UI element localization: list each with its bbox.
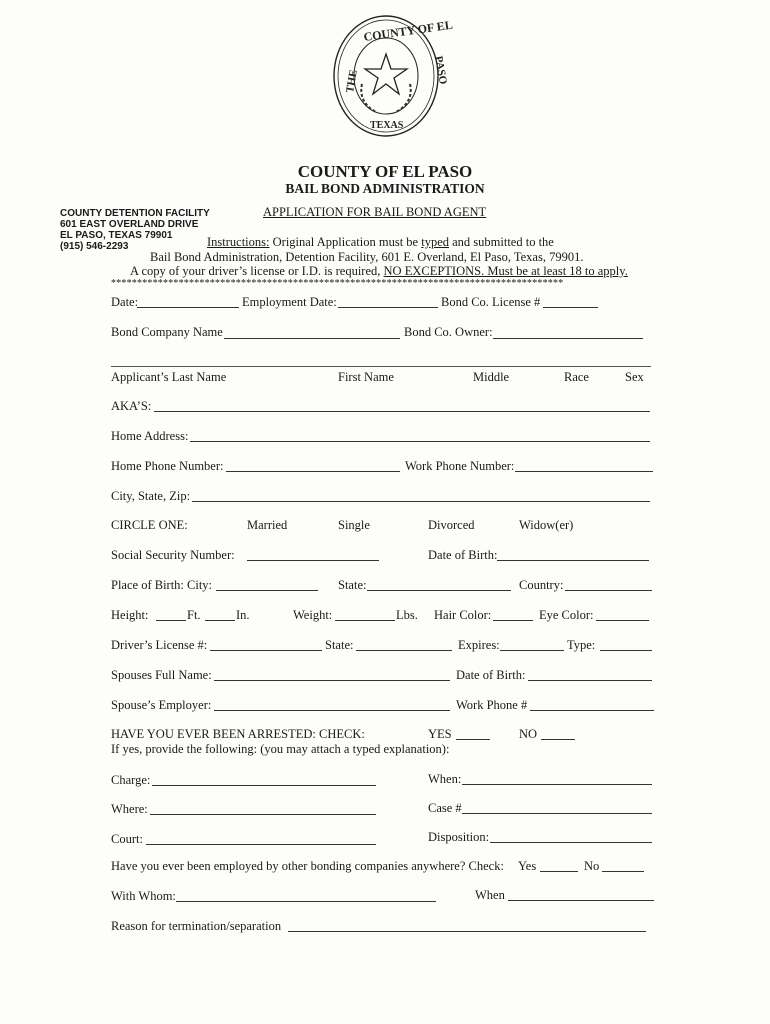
dl-type-label: Type: [567,638,596,652]
bond-license-label: Bond Co. License # [441,295,541,309]
bond-license-field[interactable] [543,307,598,308]
instructions-text-2: and submitted to the [449,235,554,249]
circle-one-label: CIRCLE ONE: [111,518,188,532]
ssn-label: Social Security Number: [111,548,235,562]
birth-country-field[interactable] [565,590,652,591]
reason-field[interactable] [288,931,646,932]
city-state-zip-label: City, State, Zip: [111,489,191,503]
dl-type-field[interactable] [600,650,652,651]
home-address-label: Home Address: [111,429,189,443]
when-field[interactable] [462,784,652,785]
instructions [207,235,554,250]
address-line-1: COUNTY DETENTION FACILITY [60,208,210,219]
copy-note-text: A copy of your driver’s license or I.D. is required, [130,264,384,278]
when-label: When: [428,772,462,786]
employed-when-label: When [475,888,505,902]
spouse-work-phone-field[interactable] [530,710,654,711]
bond-company-name-label: Bond Company Name [111,325,223,339]
disposition-label: Disposition: [428,830,490,844]
birth-state-label: State: [338,578,367,592]
height-label: Height: [111,608,149,622]
seal-text-right: PASO [432,55,450,86]
spouse-employer-label: Spouse’s Employer: [111,698,212,712]
seal-text-bottom: TEXAS [370,120,404,131]
if-yes-note: If yes, provide the following: (you may attach a typed explanation): [111,742,450,756]
birth-city-field[interactable] [216,590,318,591]
date-field[interactable] [137,307,239,308]
address-line-2: 601 EAST OVERLAND DRIVE [60,219,199,230]
employed-no-label: No [584,859,600,873]
spouse-name-label: Spouses Full Name: [111,668,212,682]
address-phone: (915) 546-2293 [60,241,129,252]
dob-field[interactable] [497,560,649,561]
birth-state-field[interactable] [367,590,511,591]
seal-text-left: THE [343,68,360,94]
dob-label: Date of Birth: [428,548,498,562]
address-line-3: EL PASO, TEXAS 79901 [60,230,173,241]
instructions-line-2: Bail Bond Administration, Detention Facility, 601 E. Overland, El Paso, Texas, 79901. [150,250,584,264]
home-phone-label: Home Phone Number: [111,459,224,473]
reason-label: Reason for termination/separation [111,919,282,933]
spouse-employer-field[interactable] [214,710,450,711]
with-whom-field[interactable] [176,901,436,902]
employed-yes-label: Yes [518,859,537,873]
instructions-text-1: Original Application must be [269,235,422,249]
place-of-birth-label: Place of Birth: City: [111,578,213,592]
instructions-label: Instructions: [207,235,270,249]
employed-other-question: Have you ever been employed by other bonding companies anywhere? Check: [111,859,504,873]
court-field[interactable] [146,844,376,845]
arrested-no-field[interactable] [541,739,575,740]
court-label: Court: [111,832,143,846]
employed-yes-field[interactable] [540,871,578,872]
akas-field[interactable] [154,411,650,412]
work-phone-field[interactable] [515,471,653,472]
drivers-license-field[interactable] [210,650,322,651]
spouse-name-field[interactable] [214,680,450,681]
spouse-dob-label: Date of Birth: [456,668,526,682]
bond-owner-field[interactable] [493,338,643,339]
arrested-yes-field[interactable] [456,739,490,740]
charge-field[interactable] [152,785,376,786]
charge-label: Charge: [111,773,151,787]
lbs-label: Lbs. [396,608,418,622]
eye-color-label: Eye Color: [539,608,594,622]
dl-state-label: State: [325,638,354,652]
drivers-license-label: Driver’s License #: [111,638,208,652]
applicant-name-line[interactable] [111,366,651,367]
date-label: Date: [111,295,139,309]
spouse-work-phone-label: Work Phone # [456,698,528,712]
ft-label: Ft. [187,608,201,622]
sex-label: Sex [625,370,644,384]
race-label: Race [564,370,589,384]
page-subtitle: BAIL BOND ADMINISTRATION [285,181,485,196]
hair-color-label: Hair Color: [434,608,492,622]
height-in-field[interactable] [205,620,235,621]
city-state-zip-field[interactable] [192,501,650,502]
weight-label: Weight: [293,608,333,622]
home-address-field[interactable] [190,441,650,442]
middle-label: Middle [473,370,510,384]
where-label: Where: [111,802,148,816]
employment-date-field[interactable] [338,307,438,308]
bond-company-name-field[interactable] [224,338,400,339]
dl-state-field[interactable] [356,650,452,651]
birth-country-label: Country: [519,578,564,592]
option-single[interactable]: Single [338,518,370,532]
county-seal-icon [332,14,454,138]
case-label: Case # [428,801,462,815]
no-exceptions: NO EXCEPTIONS. [383,264,485,278]
ssn-field[interactable] [247,560,379,561]
arrested-yes-label: YES [428,727,452,741]
where-field[interactable] [150,814,376,815]
height-ft-field[interactable] [156,620,186,621]
work-phone-label: Work Phone Number: [405,459,515,473]
disposition-field[interactable] [490,842,652,843]
page-title: COUNTY OF EL PASO [297,162,473,181]
bond-owner-label: Bond Co. Owner: [404,325,493,339]
employment-date-label: Employment Date: [242,295,337,309]
instructions-typed: typed [421,235,449,249]
expires-field[interactable] [500,650,564,651]
option-married[interactable]: Married [247,518,288,532]
arrested-no-label: NO [519,727,538,741]
with-whom-label: With Whom: [111,889,176,903]
expires-label: Expires: [458,638,500,652]
option-widower[interactable]: Widow(er) [519,518,574,532]
option-divorced[interactable]: Divorced [428,518,475,532]
last-name-label: Applicant’s Last Name [111,370,227,384]
weight-field[interactable] [335,620,395,621]
employed-no-field[interactable] [602,871,644,872]
copy-note [130,264,628,279]
case-field[interactable] [462,813,652,814]
arrested-question: HAVE YOU EVER BEEN ARRESTED: CHECK: [111,727,365,741]
copy-note-age: Must be at least 18 to apply. [484,264,628,278]
first-name-label: First Name [338,370,394,384]
eye-color-field[interactable] [596,620,649,621]
akas-label: AKA’S: [111,399,152,413]
spouse-dob-field[interactable] [528,680,652,681]
form-title: APPLICATION FOR BAIL BOND AGENT [263,205,487,219]
seal-text-top: COUNTY OF EL [362,17,454,45]
employed-when-field[interactable] [508,900,654,901]
home-phone-field[interactable] [226,471,400,472]
in-label: In. [236,608,250,622]
hair-color-field[interactable] [493,620,533,621]
separator-stars: *************************************************************************************** [111,278,564,289]
